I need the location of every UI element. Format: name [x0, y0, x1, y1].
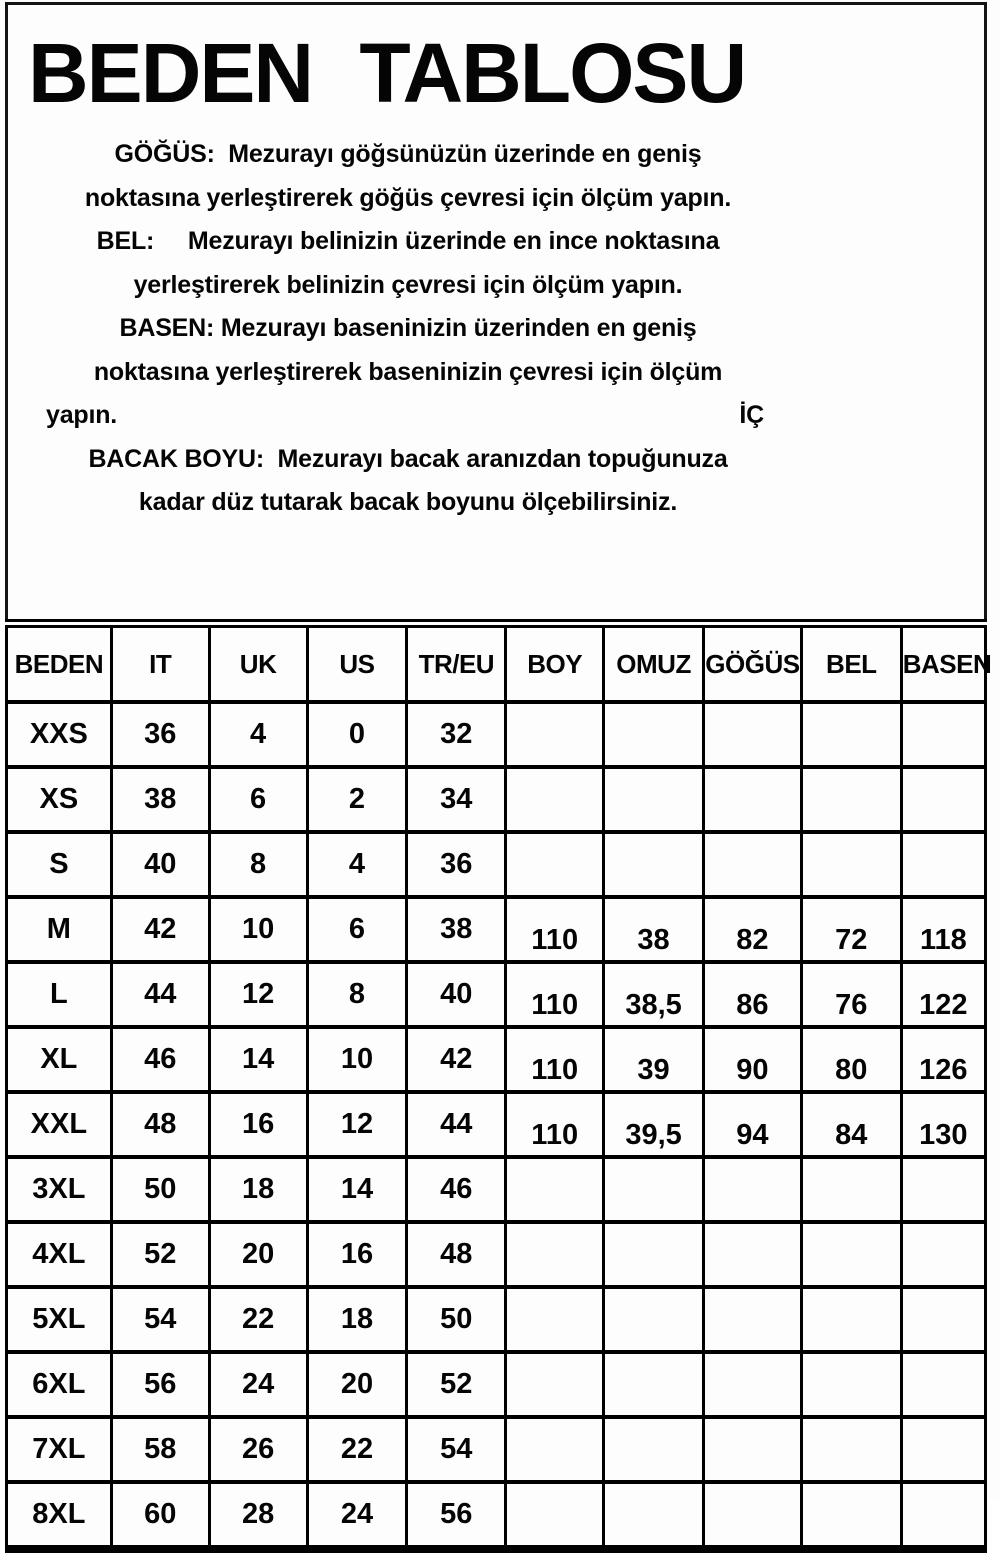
- column-header: BASEN: [901, 624, 985, 703]
- cell-basen: [901, 1482, 985, 1549]
- table-row: [7, 702, 986, 767]
- cell-uk: 24: [209, 1352, 307, 1417]
- cell-us: 0: [307, 702, 407, 767]
- cell-omuz: [604, 1482, 704, 1549]
- cell-beden: 3XL: [7, 1157, 112, 1222]
- cell-boy: [506, 1482, 604, 1549]
- cell-tr_eu: 40: [407, 962, 506, 1027]
- cell-boy: [506, 1352, 604, 1417]
- cell-uk: 8: [209, 832, 307, 897]
- cell-bel: [801, 1482, 901, 1549]
- cell-it: 42: [111, 897, 209, 962]
- cell-us: 4: [307, 832, 407, 897]
- cell-boy: [506, 832, 604, 897]
- cell-uk: 12: [209, 962, 307, 1027]
- cell-tr_eu: 50: [407, 1287, 506, 1352]
- cell-tr_eu: 42: [407, 1027, 506, 1092]
- table-row: [7, 962, 986, 1027]
- cell-us: 18: [307, 1287, 407, 1352]
- cell-tr_eu: 52: [407, 1352, 506, 1417]
- cell-uk: 20: [209, 1222, 307, 1287]
- cell-basen: 122: [901, 962, 985, 1027]
- cell-basen: 130: [901, 1092, 985, 1157]
- cell-uk: 22: [209, 1287, 307, 1352]
- cell-basen: 126: [901, 1027, 985, 1092]
- cell-omuz: 39,5: [604, 1092, 704, 1157]
- cell-it: 40: [111, 832, 209, 897]
- cell-bel: [801, 1352, 901, 1417]
- cell-omuz: 38,5: [604, 962, 704, 1027]
- cell-gogus: 90: [703, 1027, 801, 1092]
- cell-bel: [801, 702, 901, 767]
- cell-boy: [506, 1222, 604, 1287]
- measurement-instructions: [16, 133, 800, 525]
- cell-tr_eu: 32: [407, 702, 506, 767]
- cell-omuz: [604, 1417, 704, 1482]
- cell-bel: 76: [801, 962, 901, 1027]
- cell-basen: [901, 767, 985, 832]
- cell-it: 58: [111, 1417, 209, 1482]
- cell-basen: [901, 702, 985, 767]
- cell-bel: [801, 1287, 901, 1352]
- cell-tr_eu: 44: [407, 1092, 506, 1157]
- column-header: BEL: [801, 624, 901, 703]
- cell-omuz: [604, 767, 704, 832]
- table-row: [7, 1352, 986, 1417]
- cell-bel: [801, 1222, 901, 1287]
- cell-bel: 84: [801, 1092, 901, 1157]
- cell-omuz: [604, 832, 704, 897]
- cell-it: 38: [111, 767, 209, 832]
- cell-bel: [801, 767, 901, 832]
- cell-gogus: [703, 702, 801, 767]
- column-header: TR/EU: [407, 624, 506, 703]
- table-row: [7, 1027, 986, 1092]
- cell-omuz: [604, 1352, 704, 1417]
- cell-it: 48: [111, 1092, 209, 1157]
- column-header: IT: [111, 624, 209, 703]
- instruction-line: yerleştirerek belinizin çevresi için ölçüm yapın.: [133, 270, 683, 299]
- cell-gogus: [703, 1157, 801, 1222]
- cell-uk: 10: [209, 897, 307, 962]
- cell-gogus: 82: [703, 897, 801, 962]
- cell-boy: 110: [506, 897, 604, 962]
- cell-tr_eu: 34: [407, 767, 506, 832]
- cell-boy: 110: [506, 1092, 604, 1157]
- column-header: OMUZ: [604, 624, 704, 703]
- cell-beden: XXL: [7, 1092, 112, 1157]
- cell-beden: 8XL: [7, 1482, 112, 1549]
- cell-uk: 4: [209, 702, 307, 767]
- cell-beden: L: [7, 962, 112, 1027]
- instruction-line: BACAK BOYU: Mezurayı bacak aranızdan topuğunuza: [88, 444, 728, 473]
- instruction-line: noktasına yerleştirerek baseninizin çevresi için ölçüm: [93, 357, 723, 386]
- cell-gogus: 86: [703, 962, 801, 1027]
- cell-beden: XS: [7, 767, 112, 832]
- cell-it: 60: [111, 1482, 209, 1549]
- cell-uk: 18: [209, 1157, 307, 1222]
- cell-boy: [506, 767, 604, 832]
- ic-label: İÇ: [739, 401, 764, 430]
- cell-beden: 4XL: [7, 1222, 112, 1287]
- instructions-frame: [5, 2, 987, 620]
- cell-beden: XXS: [7, 702, 112, 767]
- size-table: [5, 619, 992, 1553]
- cell-it: 54: [111, 1287, 209, 1352]
- column-header: GÖĞÜS: [703, 624, 801, 703]
- cell-beden: S: [7, 832, 112, 897]
- cell-bel: [801, 832, 901, 897]
- cell-gogus: [703, 832, 801, 897]
- column-header: UK: [209, 624, 307, 703]
- cell-it: 56: [111, 1352, 209, 1417]
- column-header: US: [307, 624, 407, 703]
- table-row: [7, 1092, 986, 1157]
- cell-basen: [901, 832, 985, 897]
- cell-basen: [901, 1222, 985, 1287]
- cell-tr_eu: 38: [407, 897, 506, 962]
- page-title: BEDEN TABLOSU: [28, 26, 746, 120]
- cell-uk: 28: [209, 1482, 307, 1549]
- cell-omuz: 38: [604, 897, 704, 962]
- cell-omuz: [604, 1287, 704, 1352]
- cell-beden: XL: [7, 1027, 112, 1092]
- cell-basen: [901, 1352, 985, 1417]
- instruction-line-fragment: yapın.: [46, 401, 118, 430]
- cell-uk: 6: [209, 767, 307, 832]
- cell-basen: [901, 1417, 985, 1482]
- column-header: BOY: [506, 624, 604, 703]
- cell-boy: [506, 702, 604, 767]
- cell-it: 52: [111, 1222, 209, 1287]
- cell-bel: [801, 1417, 901, 1482]
- cell-beden: 7XL: [7, 1417, 112, 1482]
- cell-tr_eu: 54: [407, 1417, 506, 1482]
- cell-us: 10: [307, 1027, 407, 1092]
- cell-it: 46: [111, 1027, 209, 1092]
- cell-us: 16: [307, 1222, 407, 1287]
- cell-tr_eu: 56: [407, 1482, 506, 1549]
- cell-tr_eu: 48: [407, 1222, 506, 1287]
- table-header-row: [7, 624, 986, 703]
- cell-it: 50: [111, 1157, 209, 1222]
- cell-us: 14: [307, 1157, 407, 1222]
- table-row: [7, 1417, 986, 1482]
- cell-boy: [506, 1287, 604, 1352]
- cell-uk: 14: [209, 1027, 307, 1092]
- cell-omuz: 39: [604, 1027, 704, 1092]
- table-row: [7, 897, 986, 962]
- cell-gogus: [703, 1222, 801, 1287]
- cell-gogus: [703, 1352, 801, 1417]
- cell-boy: [506, 1157, 604, 1222]
- cell-bel: [801, 1157, 901, 1222]
- cell-beden: M: [7, 897, 112, 962]
- cell-omuz: [604, 1222, 704, 1287]
- table-row: [7, 832, 986, 897]
- cell-gogus: [703, 1287, 801, 1352]
- cell-uk: 16: [209, 1092, 307, 1157]
- cell-us: 24: [307, 1482, 407, 1549]
- table-row: [7, 1222, 986, 1287]
- instruction-line: [16, 394, 800, 438]
- cell-gogus: [703, 1417, 801, 1482]
- cell-beden: 5XL: [7, 1287, 112, 1352]
- cell-beden: 6XL: [7, 1352, 112, 1417]
- cell-basen: [901, 1287, 985, 1352]
- cell-gogus: 94: [703, 1092, 801, 1157]
- instruction-line: kadar düz tutarak bacak boyunu ölçebilirsiniz.: [138, 488, 678, 517]
- table-row: [7, 1482, 986, 1549]
- instruction-line: noktasına yerleştirerek göğüs çevresi için ölçüm yapın.: [84, 183, 732, 212]
- instruction-line: BASEN: Mezurayı baseninizin üzerinden en geniş: [119, 314, 697, 343]
- cell-tr_eu: 36: [407, 832, 506, 897]
- cell-basen: 118: [901, 897, 985, 962]
- cell-it: 44: [111, 962, 209, 1027]
- cell-us: 20: [307, 1352, 407, 1417]
- column-header: BEDEN: [7, 624, 112, 703]
- cell-basen: [901, 1157, 985, 1222]
- cell-us: 12: [307, 1092, 407, 1157]
- cell-uk: 26: [209, 1417, 307, 1482]
- cell-boy: [506, 1417, 604, 1482]
- cell-us: 2: [307, 767, 407, 832]
- cell-omuz: [604, 702, 704, 767]
- cell-bel: 80: [801, 1027, 901, 1092]
- cell-gogus: [703, 1482, 801, 1549]
- instruction-line: GÖĞÜS: Mezurayı göğsünüzün üzerinde en geniş: [114, 140, 702, 169]
- table-row: [7, 767, 986, 832]
- table-row: [7, 1157, 986, 1222]
- cell-us: 22: [307, 1417, 407, 1482]
- table-row: [7, 1287, 986, 1352]
- instruction-line: BEL: Mezurayı belinizin üzerinde en ince noktasına: [96, 227, 720, 256]
- cell-tr_eu: 46: [407, 1157, 506, 1222]
- cell-it: 36: [111, 702, 209, 767]
- size-table-body: [7, 702, 986, 1549]
- cell-us: 6: [307, 897, 407, 962]
- cell-gogus: [703, 767, 801, 832]
- cell-bel: 72: [801, 897, 901, 962]
- cell-us: 8: [307, 962, 407, 1027]
- cell-omuz: [604, 1157, 704, 1222]
- cell-boy: 110: [506, 1027, 604, 1092]
- cell-boy: 110: [506, 962, 604, 1027]
